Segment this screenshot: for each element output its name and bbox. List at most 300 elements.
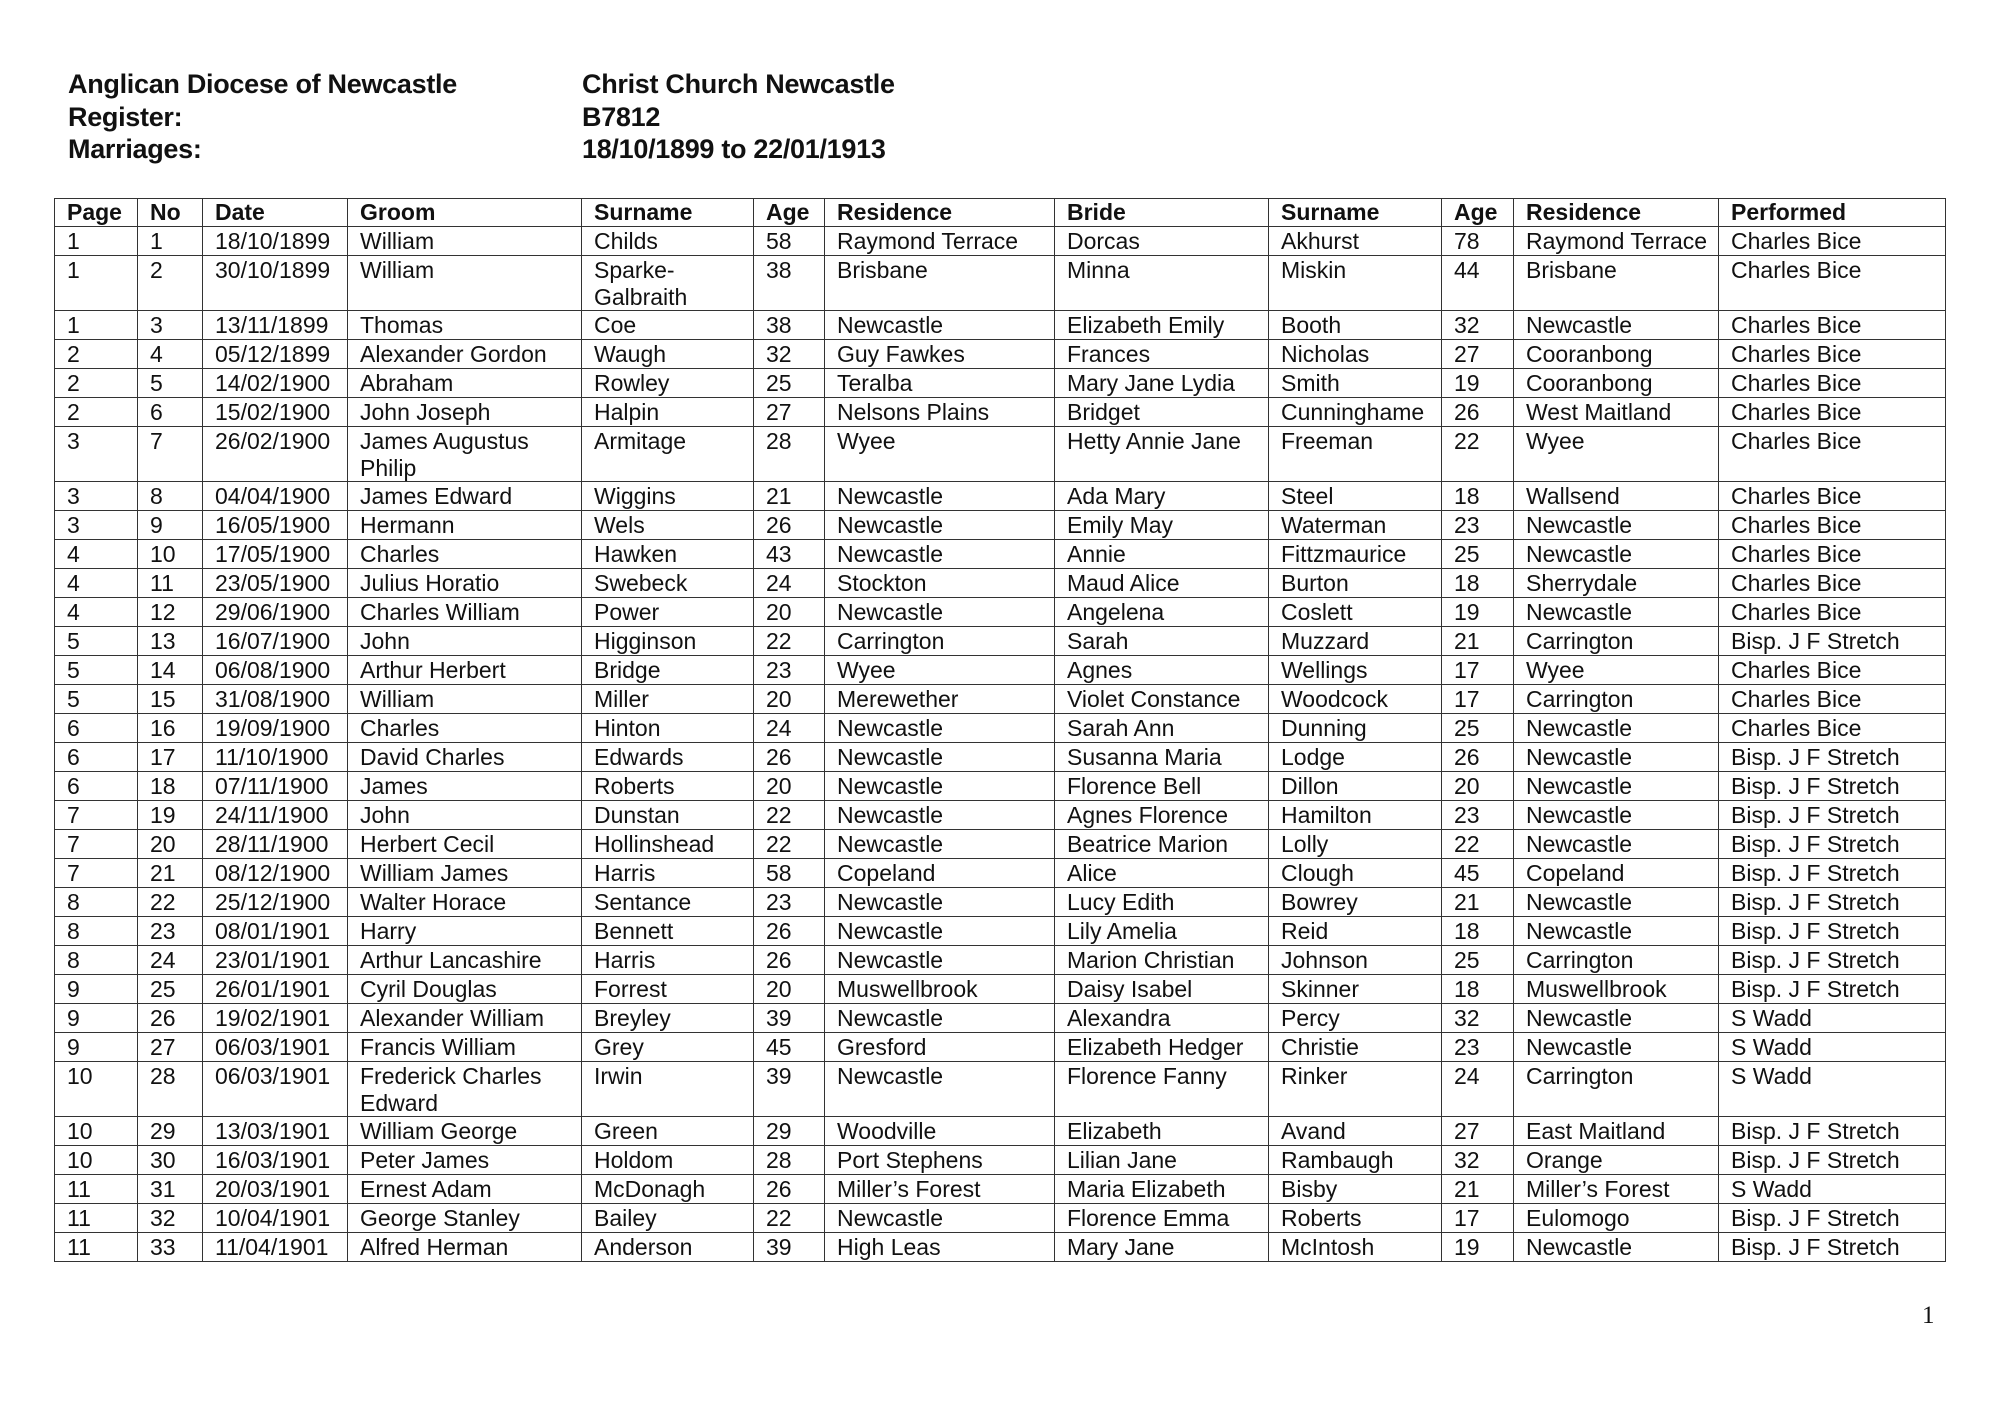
cell-bride-surname: Rambaugh bbox=[1269, 1146, 1442, 1175]
cell-bride: Sarah bbox=[1055, 627, 1269, 656]
cell-groom-residence: Newcastle bbox=[825, 540, 1055, 569]
cell-bride-surname: Nicholas bbox=[1269, 340, 1442, 369]
table-row bbox=[55, 888, 1946, 917]
cell-bride: Angelena bbox=[1055, 598, 1269, 627]
cell-date: 19/09/1900 bbox=[203, 714, 348, 743]
cell-groom: Peter James bbox=[348, 1146, 582, 1175]
cell-date: 30/10/1899 bbox=[203, 256, 348, 311]
cell-groom-age: 25 bbox=[754, 369, 825, 398]
cell-bride-residence: Newcastle bbox=[1514, 772, 1719, 801]
cell-groom-surname: Wels bbox=[582, 511, 754, 540]
cell-bride-surname: Bisby bbox=[1269, 1175, 1442, 1204]
cell-date: 16/07/1900 bbox=[203, 627, 348, 656]
cell-groom-age: 22 bbox=[754, 801, 825, 830]
cell-groom-age: 39 bbox=[754, 1062, 825, 1117]
date-range: 18/10/1899 to 22/01/1913 bbox=[582, 134, 886, 164]
cell-bride: Lily Amelia bbox=[1055, 917, 1269, 946]
cell-no: 25 bbox=[138, 975, 203, 1004]
cell-bride-age: 32 bbox=[1442, 1004, 1514, 1033]
cell-page: 5 bbox=[55, 685, 138, 714]
cell-bride-residence: Newcastle bbox=[1514, 598, 1719, 627]
cell-no: 23 bbox=[138, 917, 203, 946]
cell-bride-age: 19 bbox=[1442, 598, 1514, 627]
cell-groom-surname: Childs bbox=[582, 227, 754, 256]
cell-bride: Marion Christian bbox=[1055, 946, 1269, 975]
cell-page: 9 bbox=[55, 1033, 138, 1062]
cell-groom-residence: Newcastle bbox=[825, 1204, 1055, 1233]
cell-bride: Annie bbox=[1055, 540, 1269, 569]
cell-groom-residence: Newcastle bbox=[825, 801, 1055, 830]
cell-bride: Maud Alice bbox=[1055, 569, 1269, 598]
cell-bride-age: 22 bbox=[1442, 830, 1514, 859]
cell-date: 20/03/1901 bbox=[203, 1175, 348, 1204]
cell-bride-surname: Smith bbox=[1269, 369, 1442, 398]
cell-bride: Ada Mary bbox=[1055, 482, 1269, 511]
table-row bbox=[55, 369, 1946, 398]
table-row bbox=[55, 1175, 1946, 1204]
cell-page: 3 bbox=[55, 427, 138, 482]
table-row bbox=[55, 256, 1946, 311]
cell-groom-age: 26 bbox=[754, 1175, 825, 1204]
cell-groom: Alfred Herman bbox=[348, 1233, 582, 1262]
cell-date: 17/05/1900 bbox=[203, 540, 348, 569]
cell-bride-residence: Orange bbox=[1514, 1146, 1719, 1175]
register-number: B7812 bbox=[582, 101, 661, 132]
cell-bride-surname: Cunninghame bbox=[1269, 398, 1442, 427]
cell-groom-surname: Breyley bbox=[582, 1004, 754, 1033]
marriage-register-table bbox=[54, 198, 1946, 1262]
cell-groom-age: 20 bbox=[754, 685, 825, 714]
cell-page: 7 bbox=[55, 801, 138, 830]
cell-bride: Bridget bbox=[1055, 398, 1269, 427]
table-row bbox=[55, 398, 1946, 427]
cell-bride-surname: Coslett bbox=[1269, 598, 1442, 627]
cell-groom: Frederick Charles Edward bbox=[348, 1062, 582, 1117]
cell-bride-age: 45 bbox=[1442, 859, 1514, 888]
cell-groom-residence: Carrington bbox=[825, 627, 1055, 656]
cell-groom-surname: Coe bbox=[582, 311, 754, 340]
cell-groom-residence: Newcastle bbox=[825, 917, 1055, 946]
cell-groom-surname: Sentance bbox=[582, 888, 754, 917]
cell-date: 06/08/1900 bbox=[203, 656, 348, 685]
cell-bride-residence: Muswellbrook bbox=[1514, 975, 1719, 1004]
cell-bride-residence: Brisbane bbox=[1514, 256, 1719, 311]
cell-performed: Bisp. J F Stretch bbox=[1719, 830, 1946, 859]
cell-groom-residence: Nelsons Plains bbox=[825, 398, 1055, 427]
cell-bride-residence: Newcastle bbox=[1514, 1233, 1719, 1262]
cell-bride-surname: Rinker bbox=[1269, 1062, 1442, 1117]
cell-page: 7 bbox=[55, 859, 138, 888]
cell-groom-age: 43 bbox=[754, 540, 825, 569]
cell-bride-surname: Lodge bbox=[1269, 743, 1442, 772]
diocese-title: Anglican Diocese of Newcastle bbox=[68, 69, 457, 99]
cell-page: 4 bbox=[55, 598, 138, 627]
cell-performed: Bisp. J F Stretch bbox=[1719, 1204, 1946, 1233]
cell-bride-surname: Dunning bbox=[1269, 714, 1442, 743]
cell-bride-age: 44 bbox=[1442, 256, 1514, 311]
cell-bride: Susanna Maria bbox=[1055, 743, 1269, 772]
cell-bride: Dorcas bbox=[1055, 227, 1269, 256]
cell-performed: Bisp. J F Stretch bbox=[1719, 743, 1946, 772]
cell-groom: William bbox=[348, 227, 582, 256]
col-header-page: Page bbox=[55, 199, 138, 227]
cell-bride-residence: Newcastle bbox=[1514, 801, 1719, 830]
table-row bbox=[55, 685, 1946, 714]
cell-performed: Charles Bice bbox=[1719, 427, 1946, 482]
table-row bbox=[55, 598, 1946, 627]
cell-groom: John bbox=[348, 627, 582, 656]
cell-page: 2 bbox=[55, 369, 138, 398]
cell-bride-age: 18 bbox=[1442, 917, 1514, 946]
cell-date: 19/02/1901 bbox=[203, 1004, 348, 1033]
col-header-groom-age: Age bbox=[754, 199, 825, 227]
table-row bbox=[55, 1004, 1946, 1033]
cell-bride-surname: Skinner bbox=[1269, 975, 1442, 1004]
cell-groom-residence: Muswellbrook bbox=[825, 975, 1055, 1004]
cell-bride-surname: Avand bbox=[1269, 1117, 1442, 1146]
cell-bride-age: 17 bbox=[1442, 1204, 1514, 1233]
cell-bride-residence: Newcastle bbox=[1514, 511, 1719, 540]
cell-page: 10 bbox=[55, 1146, 138, 1175]
cell-no: 33 bbox=[138, 1233, 203, 1262]
cell-groom-residence: Brisbane bbox=[825, 256, 1055, 311]
cell-bride: Minna bbox=[1055, 256, 1269, 311]
table-row bbox=[55, 946, 1946, 975]
cell-no: 26 bbox=[138, 1004, 203, 1033]
cell-performed: Bisp. J F Stretch bbox=[1719, 772, 1946, 801]
cell-groom-residence: Newcastle bbox=[825, 1004, 1055, 1033]
cell-bride-age: 25 bbox=[1442, 714, 1514, 743]
cell-performed: Bisp. J F Stretch bbox=[1719, 1117, 1946, 1146]
cell-groom-age: 20 bbox=[754, 598, 825, 627]
cell-no: 32 bbox=[138, 1204, 203, 1233]
table-row bbox=[55, 743, 1946, 772]
cell-groom-surname: Harris bbox=[582, 946, 754, 975]
col-header-performed: Performed bbox=[1719, 199, 1946, 227]
cell-groom-surname: Miller bbox=[582, 685, 754, 714]
cell-date: 23/05/1900 bbox=[203, 569, 348, 598]
table-row bbox=[55, 569, 1946, 598]
cell-groom-surname: Wiggins bbox=[582, 482, 754, 511]
cell-groom-age: 39 bbox=[754, 1233, 825, 1262]
cell-performed: S Wadd bbox=[1719, 1175, 1946, 1204]
cell-bride-residence: Miller’s Forest bbox=[1514, 1175, 1719, 1204]
cell-page: 10 bbox=[55, 1117, 138, 1146]
cell-bride-residence: Wyee bbox=[1514, 656, 1719, 685]
col-header-bride-surname: Surname bbox=[1269, 199, 1442, 227]
cell-groom-surname: Roberts bbox=[582, 772, 754, 801]
cell-bride-surname: Bowrey bbox=[1269, 888, 1442, 917]
cell-bride-surname: Muzzard bbox=[1269, 627, 1442, 656]
cell-groom-surname: Armitage bbox=[582, 427, 754, 482]
cell-bride: Frances bbox=[1055, 340, 1269, 369]
cell-performed: S Wadd bbox=[1719, 1033, 1946, 1062]
cell-date: 13/11/1899 bbox=[203, 311, 348, 340]
cell-bride-residence: Newcastle bbox=[1514, 311, 1719, 340]
cell-groom: James Augustus Philip bbox=[348, 427, 582, 482]
cell-bride: Florence Bell bbox=[1055, 772, 1269, 801]
cell-groom: Arthur Lancashire bbox=[348, 946, 582, 975]
cell-bride: Beatrice Marion bbox=[1055, 830, 1269, 859]
cell-bride-age: 19 bbox=[1442, 369, 1514, 398]
col-header-bride: Bride bbox=[1055, 199, 1269, 227]
cell-bride-residence: Eulomogo bbox=[1514, 1204, 1719, 1233]
col-header-groom-surname: Surname bbox=[582, 199, 754, 227]
cell-performed: Bisp. J F Stretch bbox=[1719, 1146, 1946, 1175]
cell-no: 10 bbox=[138, 540, 203, 569]
cell-no: 8 bbox=[138, 482, 203, 511]
cell-no: 4 bbox=[138, 340, 203, 369]
cell-date: 08/12/1900 bbox=[203, 859, 348, 888]
cell-bride-surname: Woodcock bbox=[1269, 685, 1442, 714]
cell-groom-surname: Grey bbox=[582, 1033, 754, 1062]
cell-bride: Maria Elizabeth bbox=[1055, 1175, 1269, 1204]
cell-groom-residence: Port Stephens bbox=[825, 1146, 1055, 1175]
cell-performed: Charles Bice bbox=[1719, 256, 1946, 311]
cell-groom-residence: Newcastle bbox=[825, 714, 1055, 743]
cell-performed: Charles Bice bbox=[1719, 340, 1946, 369]
cell-no: 9 bbox=[138, 511, 203, 540]
cell-date: 25/12/1900 bbox=[203, 888, 348, 917]
cell-page: 10 bbox=[55, 1062, 138, 1117]
cell-groom-surname: Holdom bbox=[582, 1146, 754, 1175]
cell-date: 07/11/1900 bbox=[203, 772, 348, 801]
cell-bride: Emily May bbox=[1055, 511, 1269, 540]
cell-groom: James Edward bbox=[348, 482, 582, 511]
cell-groom-age: 21 bbox=[754, 482, 825, 511]
col-header-groom: Groom bbox=[348, 199, 582, 227]
cell-performed: Bisp. J F Stretch bbox=[1719, 975, 1946, 1004]
table-row bbox=[55, 859, 1946, 888]
cell-groom-surname: Harris bbox=[582, 859, 754, 888]
cell-bride-surname: Reid bbox=[1269, 917, 1442, 946]
cell-bride-residence: Wyee bbox=[1514, 427, 1719, 482]
cell-groom-residence: Raymond Terrace bbox=[825, 227, 1055, 256]
table-row bbox=[55, 1204, 1946, 1233]
cell-bride-age: 17 bbox=[1442, 656, 1514, 685]
cell-performed: S Wadd bbox=[1719, 1004, 1946, 1033]
cell-page: 5 bbox=[55, 656, 138, 685]
table-row bbox=[55, 917, 1946, 946]
cell-bride-age: 18 bbox=[1442, 569, 1514, 598]
cell-bride-age: 23 bbox=[1442, 1033, 1514, 1062]
table-row bbox=[55, 801, 1946, 830]
cell-groom: Francis William bbox=[348, 1033, 582, 1062]
table-row bbox=[55, 1033, 1946, 1062]
cell-date: 23/01/1901 bbox=[203, 946, 348, 975]
cell-page: 9 bbox=[55, 1004, 138, 1033]
cell-no: 1 bbox=[138, 227, 203, 256]
cell-groom-residence: Newcastle bbox=[825, 511, 1055, 540]
cell-bride-age: 25 bbox=[1442, 946, 1514, 975]
table-row bbox=[55, 227, 1946, 256]
cell-bride-surname: Percy bbox=[1269, 1004, 1442, 1033]
cell-groom: Julius Horatio bbox=[348, 569, 582, 598]
cell-groom-age: 32 bbox=[754, 340, 825, 369]
cell-page: 4 bbox=[55, 540, 138, 569]
cell-bride: Florence Fanny bbox=[1055, 1062, 1269, 1117]
cell-bride-surname: McIntosh bbox=[1269, 1233, 1442, 1262]
cell-bride-residence: Carrington bbox=[1514, 1062, 1719, 1117]
cell-groom-surname: Power bbox=[582, 598, 754, 627]
cell-no: 17 bbox=[138, 743, 203, 772]
cell-bride-age: 78 bbox=[1442, 227, 1514, 256]
cell-groom: Abraham bbox=[348, 369, 582, 398]
cell-performed: Charles Bice bbox=[1719, 511, 1946, 540]
cell-groom: David Charles bbox=[348, 743, 582, 772]
cell-page: 11 bbox=[55, 1204, 138, 1233]
cell-bride-surname: Steel bbox=[1269, 482, 1442, 511]
cell-groom-surname: Bennett bbox=[582, 917, 754, 946]
cell-groom: James bbox=[348, 772, 582, 801]
cell-groom-residence: Newcastle bbox=[825, 830, 1055, 859]
cell-bride: Elizabeth Emily bbox=[1055, 311, 1269, 340]
cell-date: 28/11/1900 bbox=[203, 830, 348, 859]
col-header-bride-age: Age bbox=[1442, 199, 1514, 227]
cell-bride-surname: Akhurst bbox=[1269, 227, 1442, 256]
cell-groom: Alexander Gordon bbox=[348, 340, 582, 369]
cell-bride-residence: Cooranbong bbox=[1514, 369, 1719, 398]
cell-date: 10/04/1901 bbox=[203, 1204, 348, 1233]
cell-performed: Bisp. J F Stretch bbox=[1719, 859, 1946, 888]
cell-groom: Herbert Cecil bbox=[348, 830, 582, 859]
cell-page: 11 bbox=[55, 1233, 138, 1262]
cell-page: 11 bbox=[55, 1175, 138, 1204]
cell-bride-residence: Newcastle bbox=[1514, 743, 1719, 772]
cell-groom: Ernest Adam bbox=[348, 1175, 582, 1204]
cell-date: 05/12/1899 bbox=[203, 340, 348, 369]
cell-performed: Charles Bice bbox=[1719, 227, 1946, 256]
cell-bride-age: 22 bbox=[1442, 427, 1514, 482]
cell-groom-surname: Halpin bbox=[582, 398, 754, 427]
cell-bride-age: 26 bbox=[1442, 743, 1514, 772]
cell-bride-surname: Wellings bbox=[1269, 656, 1442, 685]
cell-groom-age: 38 bbox=[754, 256, 825, 311]
table-row bbox=[55, 772, 1946, 801]
cell-page: 7 bbox=[55, 830, 138, 859]
cell-groom-age: 20 bbox=[754, 975, 825, 1004]
table-row bbox=[55, 540, 1946, 569]
cell-no: 20 bbox=[138, 830, 203, 859]
cell-bride: Agnes Florence bbox=[1055, 801, 1269, 830]
cell-groom-surname: Dunstan bbox=[582, 801, 754, 830]
cell-bride-surname: Burton bbox=[1269, 569, 1442, 598]
table-row bbox=[55, 427, 1946, 482]
cell-date: 08/01/1901 bbox=[203, 917, 348, 946]
cell-bride-residence: Newcastle bbox=[1514, 1004, 1719, 1033]
cell-groom-age: 22 bbox=[754, 627, 825, 656]
cell-groom-residence: Newcastle bbox=[825, 772, 1055, 801]
cell-groom-residence: Stockton bbox=[825, 569, 1055, 598]
cell-groom: Charles bbox=[348, 540, 582, 569]
cell-bride-surname: Dillon bbox=[1269, 772, 1442, 801]
cell-no: 5 bbox=[138, 369, 203, 398]
register-label: Register: bbox=[68, 101, 183, 132]
cell-date: 11/10/1900 bbox=[203, 743, 348, 772]
table-body bbox=[55, 227, 1946, 1262]
cell-groom-residence: Newcastle bbox=[825, 482, 1055, 511]
cell-performed: Charles Bice bbox=[1719, 398, 1946, 427]
cell-groom: Hermann bbox=[348, 511, 582, 540]
cell-groom-age: 58 bbox=[754, 859, 825, 888]
cell-performed: Bisp. J F Stretch bbox=[1719, 946, 1946, 975]
cell-date: 06/03/1901 bbox=[203, 1033, 348, 1062]
cell-groom-surname: Forrest bbox=[582, 975, 754, 1004]
cell-performed: Charles Bice bbox=[1719, 569, 1946, 598]
cell-bride-residence: Newcastle bbox=[1514, 1033, 1719, 1062]
cell-groom-age: 24 bbox=[754, 714, 825, 743]
cell-bride-residence: Carrington bbox=[1514, 685, 1719, 714]
cell-no: 27 bbox=[138, 1033, 203, 1062]
cell-groom: Alexander William bbox=[348, 1004, 582, 1033]
cell-groom-residence: Guy Fawkes bbox=[825, 340, 1055, 369]
cell-date: 26/01/1901 bbox=[203, 975, 348, 1004]
header-labels bbox=[68, 68, 457, 166]
cell-page: 1 bbox=[55, 311, 138, 340]
cell-no: 2 bbox=[138, 256, 203, 311]
cell-bride-surname: Lolly bbox=[1269, 830, 1442, 859]
cell-groom: Thomas bbox=[348, 311, 582, 340]
cell-bride-age: 23 bbox=[1442, 511, 1514, 540]
table-row bbox=[55, 1146, 1946, 1175]
cell-groom-surname: Higginson bbox=[582, 627, 754, 656]
cell-no: 16 bbox=[138, 714, 203, 743]
cell-groom: Walter Horace bbox=[348, 888, 582, 917]
cell-no: 21 bbox=[138, 859, 203, 888]
cell-bride-age: 23 bbox=[1442, 801, 1514, 830]
cell-groom-surname: McDonagh bbox=[582, 1175, 754, 1204]
cell-performed: Bisp. J F Stretch bbox=[1719, 917, 1946, 946]
cell-no: 6 bbox=[138, 398, 203, 427]
cell-bride-residence: Newcastle bbox=[1514, 917, 1719, 946]
cell-no: 24 bbox=[138, 946, 203, 975]
church-name: Christ Church Newcastle bbox=[582, 69, 895, 99]
cell-bride-age: 17 bbox=[1442, 685, 1514, 714]
cell-bride-age: 27 bbox=[1442, 1117, 1514, 1146]
col-header-date: Date bbox=[203, 199, 348, 227]
cell-bride-surname: Fittzmaurice bbox=[1269, 540, 1442, 569]
cell-performed: Bisp. J F Stretch bbox=[1719, 801, 1946, 830]
cell-groom-residence: High Leas bbox=[825, 1233, 1055, 1262]
cell-groom-surname: Irwin bbox=[582, 1062, 754, 1117]
cell-no: 15 bbox=[138, 685, 203, 714]
cell-performed: Charles Bice bbox=[1719, 482, 1946, 511]
cell-groom-residence: Newcastle bbox=[825, 598, 1055, 627]
cell-performed: Charles Bice bbox=[1719, 656, 1946, 685]
table-header-row bbox=[55, 199, 1946, 227]
cell-performed: S Wadd bbox=[1719, 1062, 1946, 1117]
cell-bride: Elizabeth Hedger bbox=[1055, 1033, 1269, 1062]
cell-bride-surname: Freeman bbox=[1269, 427, 1442, 482]
cell-bride-surname: Christie bbox=[1269, 1033, 1442, 1062]
cell-page: 8 bbox=[55, 946, 138, 975]
cell-bride: Florence Emma bbox=[1055, 1204, 1269, 1233]
cell-bride-residence: West Maitland bbox=[1514, 398, 1719, 427]
cell-performed: Charles Bice bbox=[1719, 369, 1946, 398]
cell-bride: Sarah Ann bbox=[1055, 714, 1269, 743]
cell-date: 11/04/1901 bbox=[203, 1233, 348, 1262]
cell-bride-residence: East Maitland bbox=[1514, 1117, 1719, 1146]
cell-page: 1 bbox=[55, 256, 138, 311]
cell-date: 18/10/1899 bbox=[203, 227, 348, 256]
cell-bride: Daisy Isabel bbox=[1055, 975, 1269, 1004]
cell-no: 30 bbox=[138, 1146, 203, 1175]
table-row bbox=[55, 511, 1946, 540]
cell-date: 26/02/1900 bbox=[203, 427, 348, 482]
cell-groom: Cyril Douglas bbox=[348, 975, 582, 1004]
cell-page: 2 bbox=[55, 340, 138, 369]
cell-performed: Charles Bice bbox=[1719, 714, 1946, 743]
